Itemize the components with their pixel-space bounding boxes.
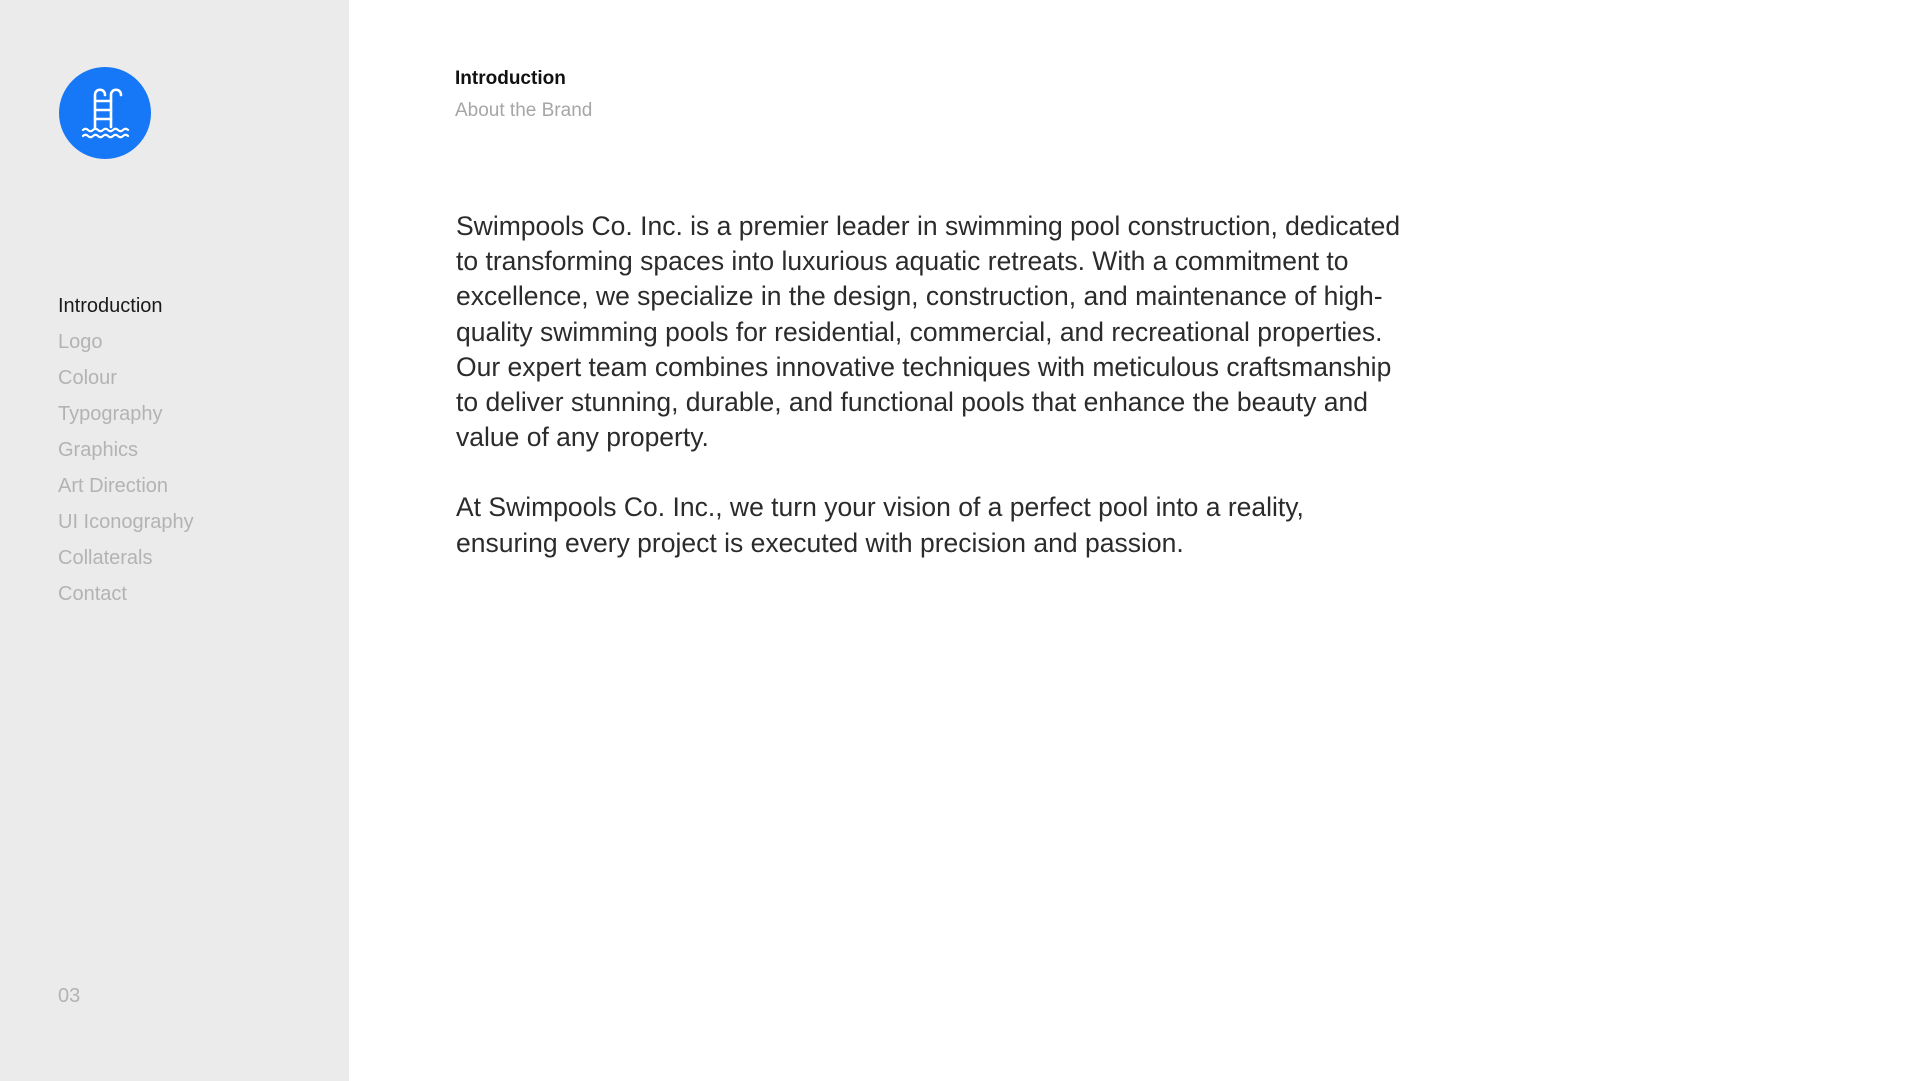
- pool-ladder-icon: [77, 81, 133, 145]
- sidebar: [0, 0, 349, 1081]
- intro-body: [456, 209, 1406, 596]
- intro-paragraph: At Swimpools Co. Inc., we turn your vision of a perfect pool into a reality, ensuring every project is executed with precision and passion.: [456, 492, 1304, 558]
- sidebar-item-contact[interactable]: Contact: [58, 583, 127, 605]
- sidebar-item-introduction[interactable]: Introduction: [58, 295, 163, 317]
- sidebar-nav: [58, 288, 194, 612]
- sidebar-item-typography[interactable]: Typography: [58, 403, 163, 425]
- intro-paragraph: Swimpools Co. Inc. is a premier leader in swimming pool construction, dedicated to transforming spaces into luxurious aquatic retreats. With a commitment to excellence, we specialize in the design, construction, and maintenance of high-quality swimming pools for residential, commercial, and recreational properties. Our expert team combines innovative techniques with meticulous craftsmanship to deliver stunning, durable, and functional pools that enhance the beauty and value of any property.: [456, 211, 1401, 453]
- section-title: Introduction: [455, 68, 566, 89]
- brand-logo[interactable]: [59, 67, 151, 159]
- sidebar-item-colour[interactable]: Colour: [58, 367, 117, 389]
- section-header: [455, 66, 592, 124]
- sidebar-item-graphics[interactable]: Graphics: [58, 439, 139, 461]
- sidebar-item-collaterals[interactable]: Collaterals: [58, 547, 153, 569]
- sidebar-item-ui-iconography[interactable]: UI Iconography: [58, 511, 194, 533]
- section-subtitle: About the Brand: [455, 100, 593, 121]
- sidebar-item-art-direction[interactable]: Art Direction: [58, 475, 169, 497]
- page-number: 03: [58, 985, 81, 1007]
- sidebar-item-logo[interactable]: Logo: [58, 331, 103, 353]
